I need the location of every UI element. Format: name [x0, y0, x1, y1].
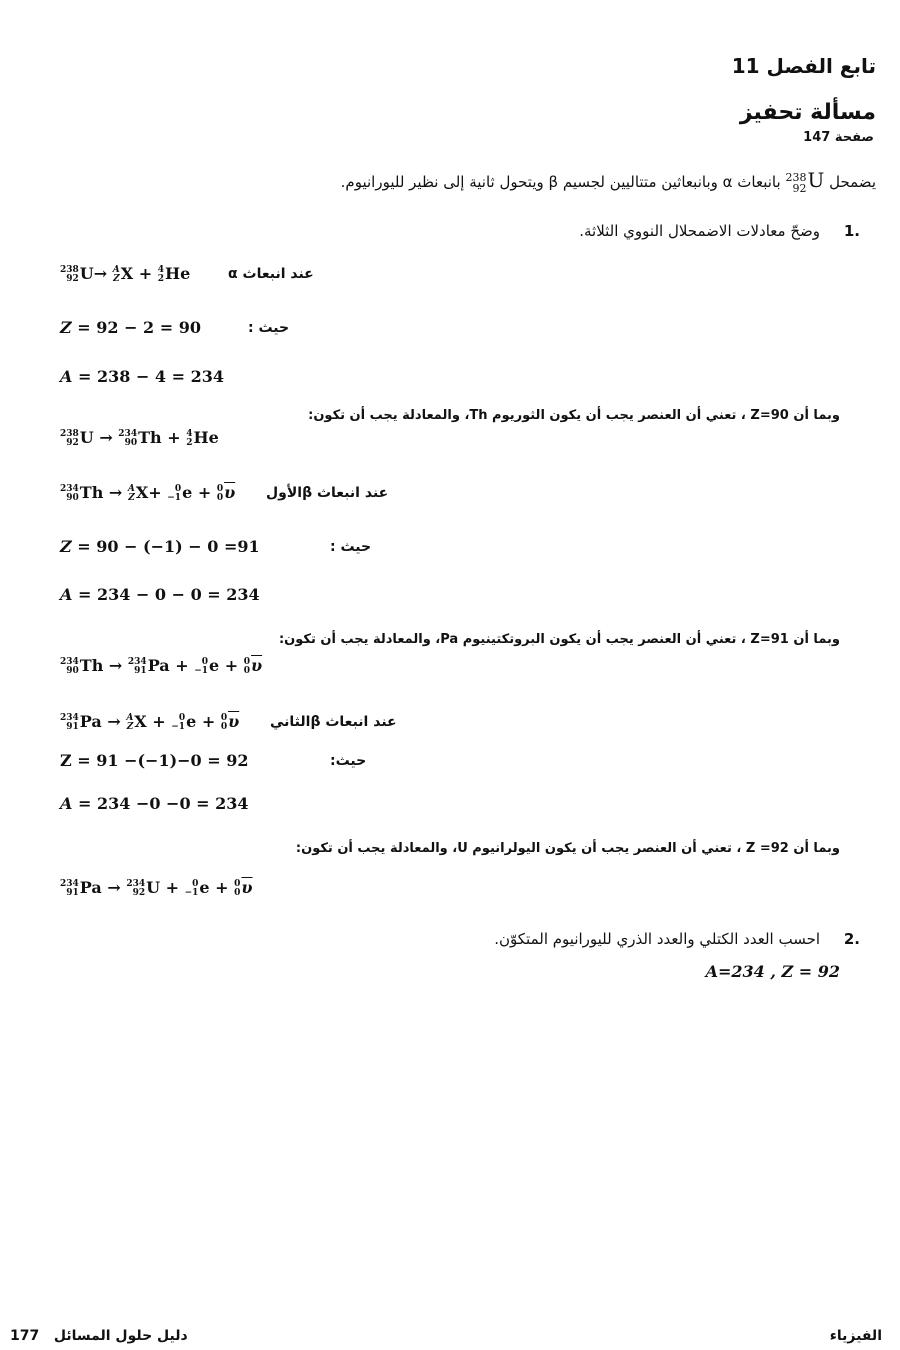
- since-uranium-text: وبما أن Z =92 ، تعني أن العنصر يجب أن يكون اليولرانيوم U، والمعادلة يجب أن تكون:: [295, 841, 840, 856]
- section-title: مسألة تحفيز: [739, 100, 876, 125]
- a-beta1-equation: A = 234 − 0 − 0 = 234: [60, 585, 260, 604]
- where-label-1: حيث :: [248, 320, 290, 336]
- question-1-text: وضحّ معادلات الاضمحلال النووي الثلاثة.: [579, 222, 821, 240]
- since-protactinium-text: وبما أن Z=91 ، تعني أن العنصر يجب أن يكون البروتكتينيوم Pa، والمعادلة يجب أن تكون:: [278, 632, 840, 647]
- alpha-emission-label: عند انبعاث α: [228, 266, 314, 282]
- question-2: [494, 930, 860, 948]
- a-beta2-equation: A = 234 −0 −0 = 234: [60, 794, 249, 813]
- beta1-equation: 234 90 Th → A Z X+ 0 −1 e + 0 0 $\overline{\upsilon}$: [60, 483, 236, 503]
- thorium-equation: 238 92 U → 234 90 Th + 4 2 He: [60, 428, 219, 448]
- question-2-number: .2: [843, 930, 860, 948]
- z-beta2-equation: Z = 91 −(−1)−0 = 92: [60, 751, 249, 770]
- uranium-equation: 234 91 Pa → 234 92 U + 0 −1 e + 0 0 $\overline{\upsilon}$: [60, 878, 253, 898]
- footer-subject: الفيزياء: [829, 1328, 882, 1344]
- where-label-2: حيث :: [330, 539, 372, 555]
- intro-text-after: بانبعاث α وبانبعاثين متتاليين لجسيم β ويتحول ثانية إلى نظير لليورانيوم.: [340, 173, 781, 191]
- question-1: [579, 222, 860, 240]
- z-alpha-equation: Z = 92 − 2 = 90: [60, 318, 201, 337]
- alpha-equation: 238 92 U→ A Z X + 4 2 He: [60, 264, 191, 284]
- intro-isotope: 238 92 U: [785, 168, 825, 195]
- answer-2: A=234 , Z = 92: [705, 962, 840, 981]
- beta1-emission-label: عند انبعاث βالأول: [266, 485, 389, 501]
- where-label-3: حيث:: [330, 753, 367, 769]
- footer-guide: [10, 1328, 188, 1344]
- beta2-emission-label: عند انبعاث βالثاني: [270, 714, 397, 730]
- chapter-title: تابع الفصل 11: [731, 54, 876, 78]
- protactinium-equation: 234 90 Th → 234 91 Pa + 0 −1 e + 0 0 $\overline{\upsilon}$: [60, 656, 263, 676]
- footer-page-number: 177: [10, 1328, 40, 1344]
- beta2-equation: 234 91 Pa → A Z X + 0 −1 e + 0 0 $\overline{\upsilon}$: [60, 712, 240, 732]
- z-beta1-equation: Z = 90 − (−1) − 0 =91: [60, 537, 260, 556]
- question-1-number: .1: [843, 222, 860, 240]
- problem-intro: [16, 168, 876, 194]
- footer-guide-title: دليل حلول المسائل: [53, 1328, 188, 1344]
- question-2-text: احسب العدد الكتلي والعدد الذري لليورانيوم المتكوّن.: [494, 930, 821, 948]
- intro-text-before: يضمحل: [829, 173, 876, 191]
- a-alpha-equation: A = 238 − 4 = 234: [60, 367, 224, 386]
- since-thorium-text: وبما أن Z=90 ، تعني أن العنصر يجب أن يكون الثوريوم Th، والمعادلة يجب أن تكون:: [308, 408, 840, 423]
- page-reference: صفحة 147: [803, 130, 874, 145]
